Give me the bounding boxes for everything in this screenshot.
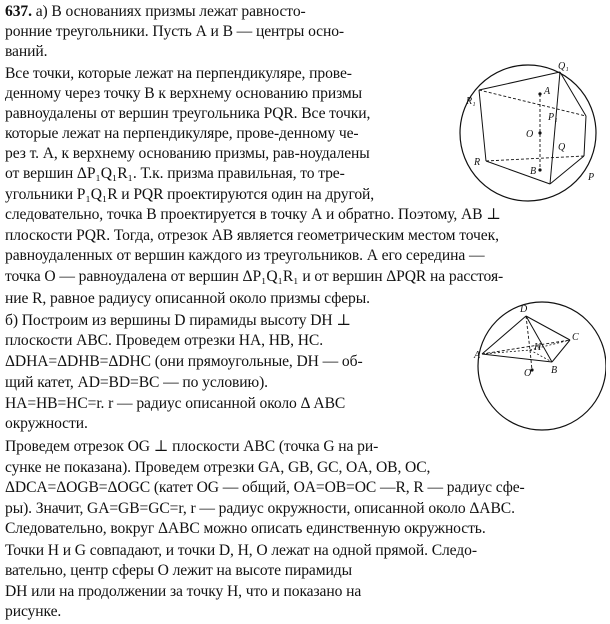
text-line: следовательно, точка В проектируется в точку А и обратно. Поэтому, АВ ⊥ [5, 206, 501, 223]
text-line: Следовательно, вокруг ΔАВС можно описать единственную окружность. [5, 520, 486, 537]
text-line: ние R, равное радиусу описанной около призмы сферы. [5, 290, 370, 307]
text-line: равноудалены от вершин треугольника PQR. Все точки, [5, 105, 371, 122]
text-line: Все точки, которые лежат на перпендикуляре, прове- [5, 65, 352, 82]
text-line: ΔDCA=ΔOGB=ΔOGC (катет OG — общий, OA=OB=OC —R, R — радиус сфе- [5, 479, 525, 496]
text-line: плоскости PQR. Тогда, отрезок АВ является геометрическим местом точек, [5, 227, 499, 244]
text-line: точка О — равноудалена от вершин ΔP₁Q₁R₁ и от вершин ΔPQR на расстоя- [5, 268, 504, 285]
text-line: ΔDHA=ΔDHB=ΔDHC (они прямоугольные, DH — об- [5, 353, 363, 370]
label-b: B [551, 365, 558, 376]
text-line: окружности. [5, 415, 88, 432]
text-line: НА=НВ=НС=r. r — радиус описанной около Δ АВС [5, 395, 346, 412]
label-c: C [572, 332, 579, 343]
label-q: Q [558, 142, 566, 153]
label-p1: P₁ [548, 112, 558, 123]
problem-header [5, 2, 306, 23]
label-d: D [520, 304, 528, 315]
problem-number: 637. [5, 3, 32, 20]
label-r1: R₁ [466, 96, 476, 107]
text-line: ры). Значит, GA=GB=GC=r, r — радиус окружности, описанной около ΔАВС. [5, 500, 515, 517]
text-line: угольники P₁Q₁R и PQR проектируются один на другой, [5, 186, 375, 203]
text-line: ваний. [5, 43, 48, 60]
label-o: O [526, 129, 534, 140]
text-line: рез т. А, к верхнему основанию призмы, рав-ноудалены [5, 145, 370, 162]
text-line: равноудаленных от вершин каждого из треугольников. А его середина — [5, 247, 485, 264]
text-line: ронние треугольники. Пусть А и В — центры осно- [5, 23, 345, 40]
label-p: P [588, 172, 595, 183]
text-line: Точки Н и G совпадают, и точки D, Н, О лежат на одной прямой. Следо- [5, 542, 477, 559]
sphere-outline [478, 302, 606, 430]
label-a: A [544, 86, 551, 97]
label-q1: Q₁ [558, 61, 569, 72]
prism-sphere-figure [452, 58, 604, 206]
text-line: Проведем отрезок OG ⊥ плоскости АВС (точка G на ри- [5, 438, 379, 455]
text-line: рисунке. [5, 603, 62, 620]
label-b: B [530, 166, 537, 177]
label-o: O [524, 368, 532, 379]
text-line: которые лежат на перпендикуляре, прове-денному че- [5, 125, 359, 142]
text-line: плоскости АВС. Проведем отрезки НА, НВ, НС. [5, 332, 324, 349]
part-a-title: а) В основаниях призмы лежат равносто- [35, 3, 306, 20]
pyramid-sphere-figure [472, 296, 606, 432]
text-line: DH или на продолжении за точку Н, что и показано на [5, 583, 362, 600]
text-line: денному через точку В к верхнему основанию призмы [5, 85, 363, 102]
text-line: от вершин ΔP₁Q₁R₁. Т.к. призма правильная, то тре- [5, 165, 345, 182]
text-line: щий катет, AD=BD=BC — по условию). [5, 374, 268, 391]
label-a: A [474, 350, 481, 361]
text-line: вательно, центр сферы О лежит на высоте пирамиды [5, 562, 352, 579]
label-r: R [474, 157, 481, 168]
label-h: H [534, 342, 542, 353]
text-line: б) Построим из вершины D пирамиды высоту DH ⊥ [5, 312, 351, 329]
text-line: сунке не показана). Проведем отрезки GA, GB, GC, OA, OB, OC, [5, 459, 431, 476]
